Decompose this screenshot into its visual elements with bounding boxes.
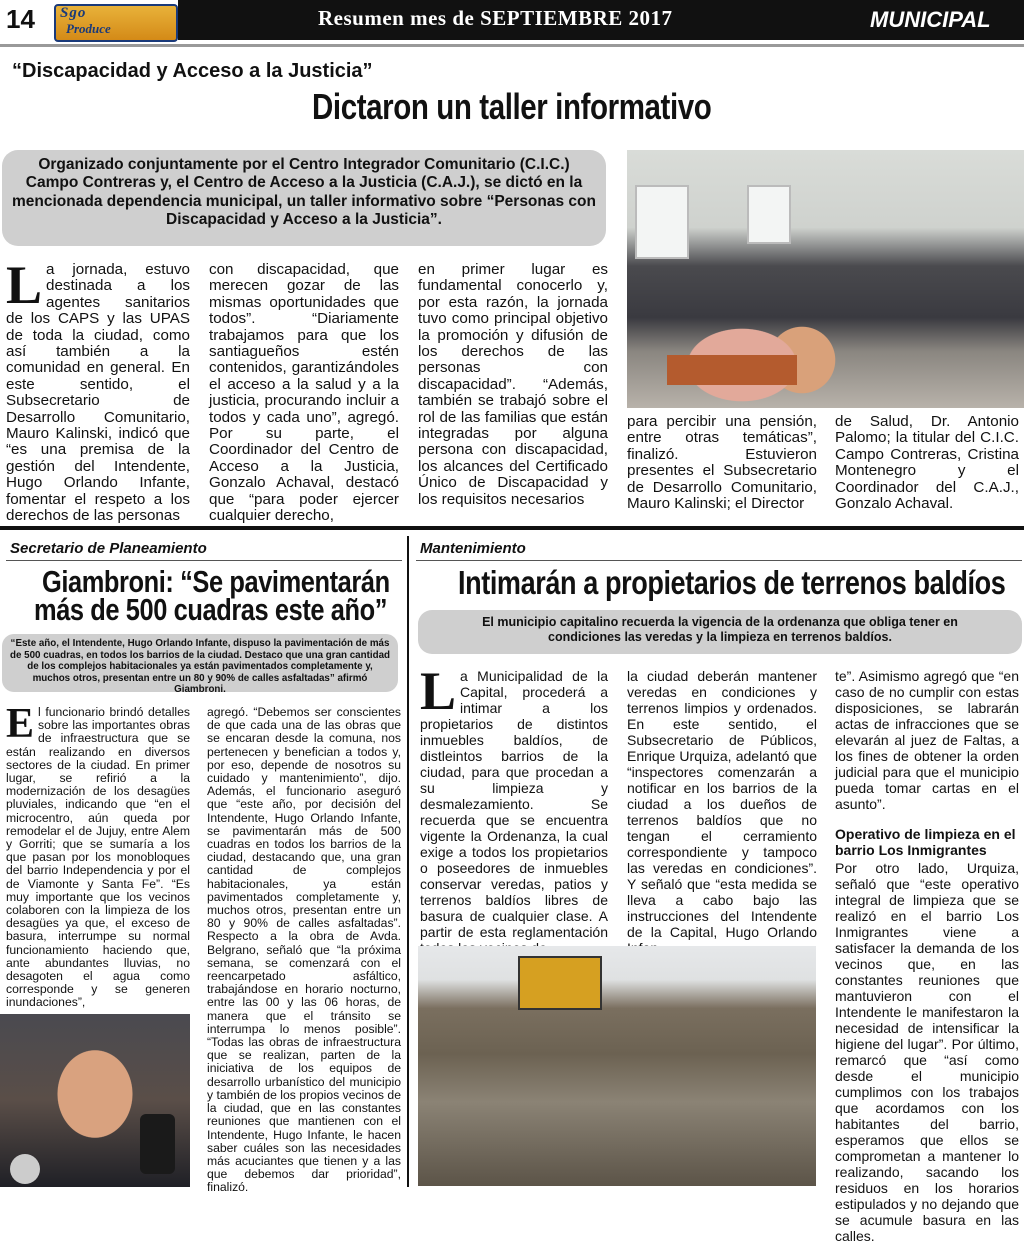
- article1-headline: Dictaron un taller informativo: [312, 86, 712, 127]
- article3-headline: Intimarán a propietarios de terrenos baldíos: [458, 564, 1006, 601]
- article1-lead: Organizado conjuntamente por el Centro Integrador Comunitario (C.I.C.) Campo Contreras y, el Centro de Acceso a la Justicia (C.A.J.), se dictó en la mencionada dependencia municipal, un taller informativo sobre “Personas con Discapacidad y Acceso a la Justicia”.: [2, 150, 606, 246]
- section-name: MUNICIPAL: [870, 7, 991, 32]
- article1-col5: de Salud, Dr. Antonio Palomo; la titular del C.I.C. Campo Contreras, Cristina Montenegro y el Coordinador del C.A.J., Gonzalo Achaval.: [835, 413, 1019, 513]
- article1-kicker: “Discapacidad y Acceso a la Justicia”: [12, 60, 373, 82]
- article3-subhead: Operativo de limpieza en el barrio Los Inmigrantes: [835, 826, 1016, 858]
- workshop-photo: [627, 150, 1024, 408]
- article2-headline-line2: más de 500 cuadras este año”: [34, 592, 388, 627]
- article1-col4: para percibir una pensión, entre otras temáticas”, finalizó. Estuvieron presentes el Subsecretario de Desarrollo Comunitario, Mauro Kalinski; el Director: [627, 413, 817, 513]
- article2-section-tag: Secretario de Planeamiento: [10, 540, 207, 557]
- logo-line1: Sgo: [60, 5, 87, 21]
- article3-col1-text: a Municipalidad de la Capital, procederá a intimar a los propietarios de distintos inmuebles baldíos, de distleintos barrios de la ciudad, para que procedan a su limpieza y desmalezamiento. Se recuerda que se encuentra vigente la Ordenanza, la cual exige a todos los propietarios o poseedores de inmuebles conservar veredas, patios y terrenos baldíos libres de basura de cualquier clase. A partir de esta reglamentación: [420, 668, 608, 940]
- article2-tag-rule: [6, 560, 402, 561]
- article3-col3: te”. Asimismo agregó que “en caso de no cumplir con estas disposiciones, se labrarán actas de infracciones que se elevarán al juez de Faltas, a los fines de obtener la orden judicial para que el municipio pueda tomar cartas en el asunto”.: [835, 668, 1019, 812]
- article1-col2: con discapacidad, que merecen gozar de las mismas oportunidades que todos”. “Diariamente trabajamos para que los santiagueños estén contenidos, garantizándoles el acceso a la salud y a la justicia, procurando incluir a todos y cada uno”, agregó. Por su parte, el Coordinador del Centro de Acceso a la Justicia, Gonzalo Achaval, destacó que “para poder ejercer cualquier derecho,: [209, 261, 399, 525]
- article3-col2: la ciudad deberán mantener veredas en condiciones y terrenos limpios y ordenados. En este sentido, el Subsecretario de Públicos, Enrique Urquiza, adelantó que “inspectores comenzarán a notificar en los barrios de la ciudad a los dueños de terrenos baldíos que no tengan el cerramiento correspondiente y tampoco las veredas en condiciones”. Y señaló que “esta medida se lleva a cabo bajo las instrucciones del Intendente de la Capital, Hugo Orlando: [627, 668, 817, 940]
- vacant-lot-photo: [418, 946, 816, 1186]
- article3-dropcap: L: [420, 661, 457, 721]
- article2-dropcap: E: [6, 701, 35, 747]
- article1-col1: [6, 255, 190, 525]
- article3-col1: [420, 661, 608, 940]
- issue-title: Resumen mes de SEPTIEMBRE 2017: [318, 6, 673, 30]
- section-divider: [0, 526, 1024, 530]
- article3-col3b: Por otro lado, Urquiza, señaló que “este operativo integral de limpieza que se realizó en el barrio Los Inmigrantes viene a satisfacer la demanda de los vecinos que, en las constantes reuniones que mantuvieron con el Intendente le manifestaron la necesidad de intensificar la higiene del lugar”. Por último, remarcó que “así como desde el municipio cumplimos con los trabajos que acordamos con los habitantes del barrio, esperamos que ellos se comprometan a mantener lo realizando, sacando los residuos en los horarios estipulados y no dejando que se acumule basura en las calles.: [835, 860, 1019, 1244]
- article2-col2: agregó. “Debemos ser conscientes de que cada una de las obras que se encaran desde la comuna, nos pertenecen y benefician a todos y, por eso, depende de nosotros su cuidado y mantenimiento”, dijo. Además, el funcionario aseguró que “este año, por decisión del Intendente, Hugo Orlando Infante, se pavimentarán más de 500 cuadras en todos los barrios de la ciudad, destacando que, una gran cantidad de complejos habitacionales, ya están pavimentados completamente y, muchos otros, presentan entre un 80 y 90% de calles asfaltadas”. Respecto a la obra de Avda. Belgrano, señaló que “la próxima semana, se comenzará con el reencarpetado asfáltico, trabajándose en horario nocturno, entre las 00 y las 06 horas, de manera que el tránsito se interrumpa lo menos posible”. “Todas las obras de infraestructura que se realizan, parten de la iniciativa de los equipos de desarrollo urbanístico del municipio y también de los propios vecinos de la ciudad, que en las constantes reuniones que mantienen con el Intendente, Hugo Infante, le hacen saber cuáles son las necesidades más acuciantes que tienen y a las que debemos dar prioridad”, finalizó.: [207, 705, 401, 1195]
- article1-col1-text: a jornada, estuvo destinada a los agentes sanitarios de los CAPS y las UPAS de toda la ciudad, como así también a la comunidad en general. En este sentido, el Subsecretario de Desarrollo Comunitario, Mauro Kalinski, indicó que “es una premisa de la gestión del Intendente, Hugo Orlando Infante, fomentar el respeto a los derechos de las personas: [6, 261, 190, 525]
- article1-dropcap: L: [6, 255, 43, 315]
- article3-section-tag: Mantenimiento: [420, 540, 526, 557]
- article3-tag-rule: [416, 560, 1022, 561]
- article1-col3: en primer lugar es fundamental conocerlo y, por esta razón, la jornada tuvo como principal objetivo la promoción y difusión de los derechos de las personas con discapacidad”. “Además, también se trabajó sobre el rol de las familias que están integradas por alguna persona con discapacidad, los alcances del Certificado Único de Discapacidad y los requisitos necesarios: [418, 261, 608, 508]
- giambroni-photo: [0, 1014, 190, 1187]
- article2-col1-text: l funcionario brindó detalles sobre las importantes obras de infraestructura que se están realizando en diversos sectores de la ciudad. En primer lugar, se refirió a la modernización de los desagües pluviales, indicando que “en el microcentro, aún queda por remodelar el de Jujuy, entre Alem y Gorriti; que se sumaría a los que pasan por los monobloques del barrio Independencia y por el de Viamonte y Santa Fe”. “Es muy importante que los vecinos colaboren con la limpieza de los desagües ya que, el exceso de basura, interrumpe su normal funcionamiento haciendo que, ante abundantes lluvias, no desagoten el agua como corresponde y se generen inundaciones”,: [6, 705, 190, 1010]
- article3-lead: El municipio capitalino recuerda la vigencia de la ordenanza que obliga tener en condiciones las veredas y la limpieza en terrenos baldíos.: [418, 610, 1022, 654]
- page-number: 14: [6, 4, 35, 34]
- article2-col1: [6, 701, 190, 1010]
- logo-line2: Produce: [66, 21, 111, 36]
- column-divider: [407, 536, 409, 1187]
- header-rule: [0, 44, 1024, 47]
- article2-quote: “Este año, el Intendente, Hugo Orlando Infante, dispuso la pavimentación de más de 500 cuadras, en todos los barrios de la ciudad. Destaco que una gran cantidad de los complejos habitacionales ya están pavimentados completamente y, muchos otros, presentan entre un 80 y 90% de calles asfaltadas” afirmó Giambroni.: [2, 634, 398, 692]
- article2-headline-line1: Giambroni: “Se pavimentarán: [42, 564, 390, 599]
